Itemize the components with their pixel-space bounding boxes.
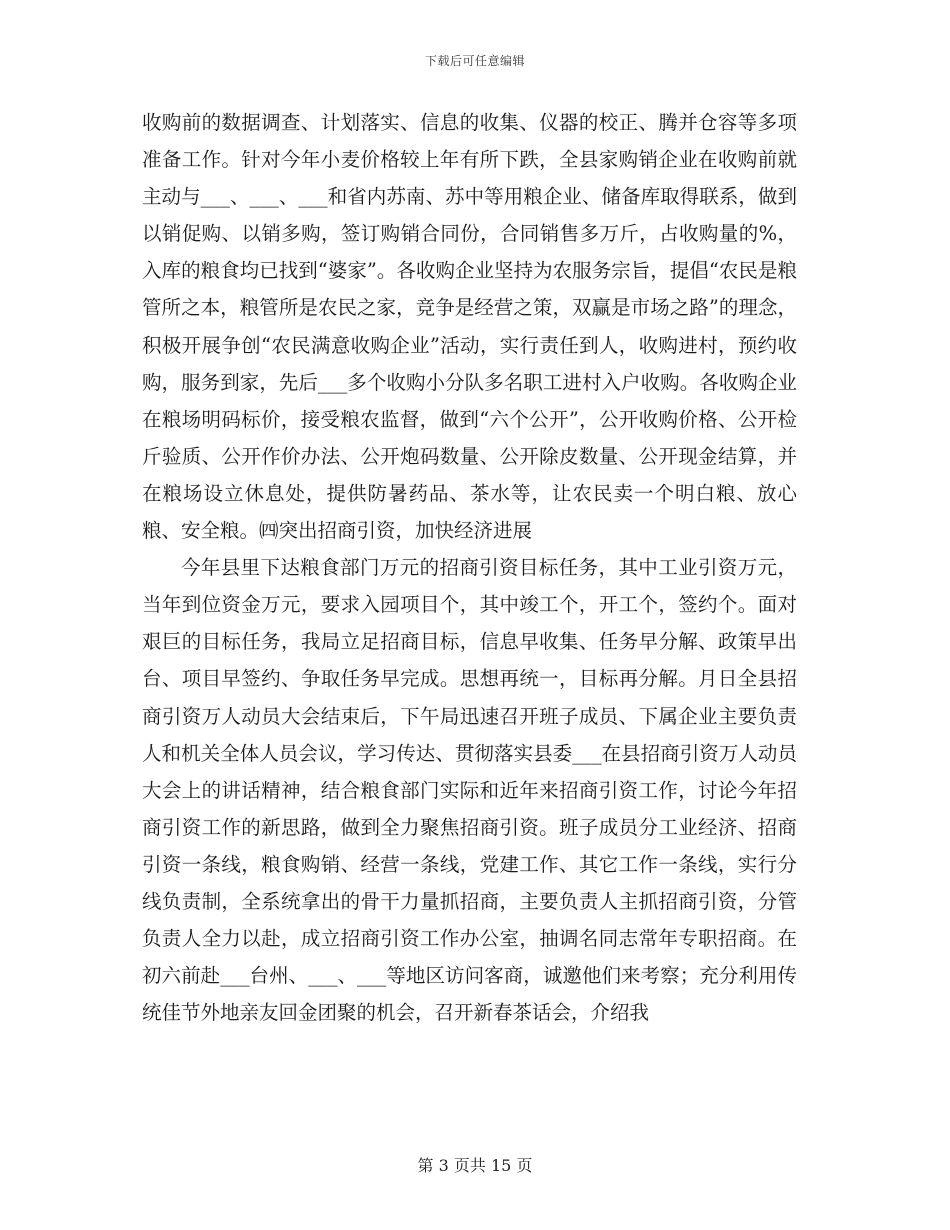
paragraph-2: 今年县里下达粮食部门万元的招商引资目标任务，其中工业引资万元，当年到位资金万元，要求入园项目个，其中竣工个，开工个，签约个。面对艰巨的目标任务，我局立足招商目标，信息早收集、任务早分解、政策早出台、项目早签约、争取任务早完成。思想再统一，目标再分解。月日全县招商引资万人动员大会结束后，下午局迅速召开班子成员、下属企业主要负责人和机关全体人员会议，学习传达、贯彻落实县委___在县招商引资万人动员大会上的讲话精神，结合粮食部门实际和近年来招商引资工作，讨论今年招商引资工作的新思路，做到全力聚焦招商引资。班子成员分工业经济、招商引资一条线，粮食购销、经营一条线，党建工作、其它工作一条线，实行分线负责制，全系统拿出的骨干力量抓招商，主要负责人主抓招商引资，分管负责人全力以赴，成立招商引资工作办公室，抽调名同志常年专职招商。在初六前赴___台州、___、___等地区访问客商，诚邀他们来考察；充分利用传统佳节外地亲友回金团聚的机会，召开新春茶话会，介绍我: [142, 556, 797, 1025]
document-body: [142, 104, 797, 1031]
page-header: 下载后可任意编辑: [424, 54, 525, 68]
page-number: 第 3 页共 15 页: [417, 1156, 533, 1175]
paragraph-1: 收购前的数据调查、计划落实、信息的收集、仪器的校正、腾并仓容等多项准备工作。针对今年小麦价格较上年有所下跌，全县家购销企业在收购前就主动与___、___、___和省内苏南、苏中等用粮企业、储备库取得联系，做到以销促购、以销多购，签订购销合同份，合同销售多万斤，占收购量的%，入库的粮食均已找到“婆家”。各收购企业坚持为农服务宗旨，提倡“农民是粮管所之本，粮管所是农民之家，竞争是经营之策，双赢是市场之路”的理念，积极开展争创“农民满意收购企业”活动，实行责任到人，收购进村，预约收购，服务到家，先后___多个收购小分队多名职工进村入户收购。各收购企业在粮场明码标价，接受粮农监督，做到“六个公开”，公开收购价格、公开检斤验质、公开作价办法、公开炮码数量、公开除皮数量、公开现金结算，并在粮场设立休息处，提供防暑药品、茶水等，让农民卖一个明白粮、放心粮、安全粮。㈣突出招商引资，加快经济进展: [142, 111, 797, 543]
